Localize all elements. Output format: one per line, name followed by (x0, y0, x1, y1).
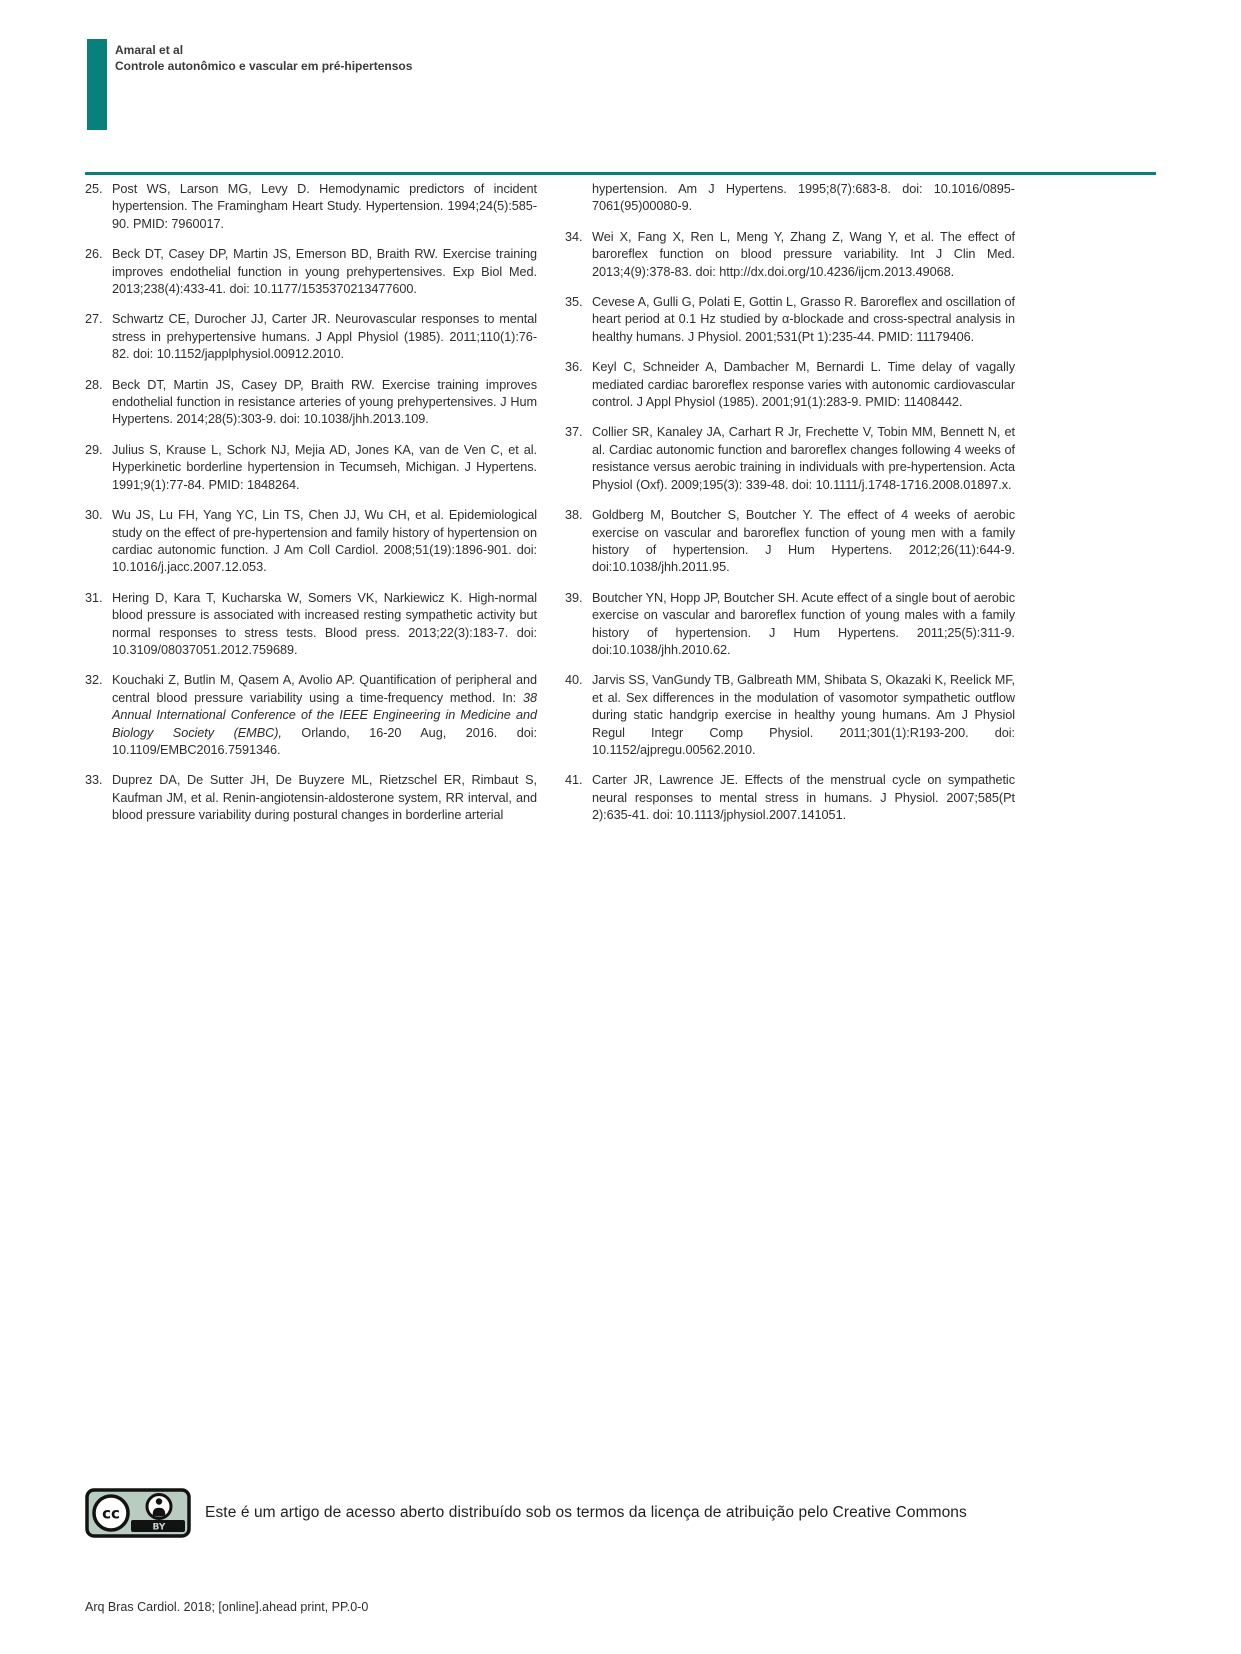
reference-number: 25. (85, 182, 103, 196)
reference-number: 27. (85, 312, 103, 327)
references-left-column (85, 181, 537, 838)
reference-number: 28. (85, 377, 103, 392)
reference-item (85, 181, 537, 233)
reference-item (565, 294, 1015, 346)
reference-number: 32. (85, 673, 103, 688)
reference-text: Duprez DA, De Sutter JH, De Buyzere ML, Rietzschel ER, Rimbaut S, Kaufman JM, et al. Renin-angiotensin-aldosterone system, RR interval, and blood pressure variability during postural changes in borderline arterial (112, 773, 537, 823)
reference-item (85, 507, 537, 577)
reference-text: Kouchaki Z, Butlin M, Qasem A, Avolio AP. Quantification of peripheral and central blood pressure variability using a time-frequency method. In: 38 Annual International Conference of the IEEE Engineering in Medicine and Biology Society (EMBC), Orlando, 16-20 Aug, 2016. doi: 10.1109/EMBC2016.7591346. (112, 673, 538, 757)
reference-number: 38. (565, 508, 583, 523)
reference-text: Jarvis SS, VanGundy TB, Galbreath MM, Shibata S, Okazaki K, Reelick MF, et al. Sex differences in the modulation of vasomotor sympathetic outflow during static handgrip exercise in healthy young humans. Am J Physiol Regul Integr Comp Physiol. 2011;301(1):R193-200. doi: 10.1152/ajpregu.00562.2010. (592, 673, 1015, 757)
reference-number: 26. (85, 247, 103, 262)
reference-number: 30. (85, 508, 103, 523)
reference-text: Keyl C, Schneider A, Dambacher M, Bernardi L. Time delay of vagally mediated cardiac baroreflex response varies with autonomic cardiovascular control. J Appl Physiol (1985). 2001;91(1):283-9. PMID: 11408442. (592, 360, 1015, 410)
reference-number: 31. (85, 590, 103, 605)
reference-number: 34. (565, 229, 583, 244)
reference-number: 33. (85, 773, 103, 788)
reference-text: Cevese A, Gulli G, Polati E, Gottin L, Grasso R. Baroreflex and oscillation of heart period at 0.1 Hz studied by α-blockade and cross-spectral analysis in healthy humans. J Physiol. 2001;531(Pt 1):235-44. PMID: 11179406. (592, 295, 1015, 344)
references-right-column (565, 181, 1015, 838)
reference-item (85, 590, 537, 660)
header-rule-divider (85, 172, 1156, 175)
header-accent-bar (87, 39, 107, 130)
reference-text: Beck DT, Casey DP, Martin JS, Emerson BD, Braith RW. Exercise training improves endothelial function in young prehypertensives. Exp Biol Med. 2013;238(4):433-41. doi: 10.1177/1535370213477600. (112, 247, 537, 297)
reference-text: Post WS, Larson MG, Levy D. Hemodynamic predictors of incident hypertension. The Framingham Heart Study. Hypertension. 1994;24(5):585-90. PMID: 7960017. (112, 182, 537, 231)
reference-text: Beck DT, Martin JS, Casey DP, Braith RW. Exercise training improves endothelial function in resistance arteries of young prehypertensives. J Hum Hypertens. 2014;28(5):303-9. doi: 10.1038/jhh.2013.109. (112, 377, 537, 427)
svg-text:cc: cc (102, 1504, 120, 1523)
reference-item (565, 672, 1015, 759)
reference-text: Julius S, Krause L, Schork NJ, Mejia AD, Jones KA, van de Ven C, et al. Hyperkinetic borderline hypertension in Tecumseh, Michigan. J Hypertens. 1991;9(1):77-84. PMID: 1848264. (112, 442, 537, 492)
page-header (115, 42, 412, 74)
reference-number: 39. (565, 590, 583, 605)
reference-text: Schwartz CE, Durocher JJ, Carter JR. Neurovascular responses to mental stress in prehypertensive humans. J Appl Physiol (1985). 2011;110(1):76-82. doi: 10.1152/japplphysiol.00912.2010. (112, 312, 537, 362)
reference-item (565, 424, 1015, 494)
reference-number: 41. (565, 773, 583, 788)
reference-text: Collier SR, Kanaley JA, Carhart R Jr, Frechette V, Tobin MM, Bennett N, et al. Cardiac autonomic function and baroreflex changes following 4 weeks of resistance versus aerobic training in individuals with pre-hypertension. Acta Physiol (Oxf). 2009;195(3): 339-48. doi: 10.1111/j.1748-1716.2008.01897.x. (592, 425, 1015, 492)
reference-item (85, 772, 537, 824)
reference-number: 36. (565, 360, 583, 375)
cc-by-license-icon (85, 1488, 191, 1538)
reference-number: 29. (85, 442, 103, 457)
reference-text: Hering D, Kara T, Kucharska W, Somers VK, Narkiewicz K. High-normal blood pressure is associated with increased resting sympathetic activity but normal responses to stress tests. Blood press. 2013;22(3):183-7. doi: 10.3109/08037051.2012.759689. (112, 590, 537, 657)
reference-item (85, 246, 537, 298)
reference-item (85, 442, 537, 494)
license-section (85, 1488, 1155, 1538)
header-authors: Amaral et al (115, 43, 184, 57)
reference-item (565, 507, 1015, 577)
reference-text: hypertension. Am J Hypertens. 1995;8(7):683-8. doi: 10.1016/0895-7061(95)00080-9. (592, 182, 1015, 214)
reference-text: Wei X, Fang X, Ren L, Meng Y, Zhang Z, Wang Y, et al. The effect of baroreflex function on blood pressure variability. Int J Clin Med. 2013;4(9):378-83. doi: http://dx.doi.org/10.4236/ijcm.2013.49068. (592, 229, 1015, 279)
reference-text: Wu JS, Lu FH, Yang YC, Lin TS, Chen JJ, Wu CH, et al. Epidemiological study on the effect of pre-hypertension and family history of hypertension on cardiac autonomic function. J Am Coll Cardiol. 2008;51(19):1896-901. doi: 10.1016/j.jacc.2007.12.053. (112, 508, 537, 575)
license-statement: Este é um artigo de acesso aberto distribuído sob os termos da licença de atribuição pelo Creative Commons (205, 1504, 967, 1521)
reference-item (565, 772, 1015, 824)
reference-item (85, 672, 537, 759)
reference-text: Boutcher YN, Hopp JP, Boutcher SH. Acute effect of a single bout of aerobic exercise on vascular and baroreflex function of young males with a family history of hypertension. J Hum Hypertens. 2011;25(5):311-9. doi:10.1038/jhh.2010.62. (592, 590, 1015, 657)
reference-number: 40. (565, 673, 583, 688)
svg-text:BY: BY (152, 1522, 166, 1533)
reference-number (565, 181, 592, 216)
header-running-title: Controle autonômico e vascular em pré-hipertensos (115, 59, 413, 73)
reference-item (565, 229, 1015, 281)
footer-citation: Arq Bras Cardiol. 2018; [online].ahead print, PP.0-0 (85, 1600, 369, 1614)
reference-item (565, 181, 1015, 216)
reference-item (565, 590, 1015, 660)
reference-number: 35. (565, 295, 583, 310)
reference-number: 37. (565, 425, 583, 440)
reference-text: Carter JR, Lawrence JE. Effects of the menstrual cycle on sympathetic neural responses to mental stress in humans. J Physiol. 2007;585(Pt 2):635-41. doi: 10.1113/jphysiol.2007.141051. (592, 773, 1015, 823)
reference-item (85, 311, 537, 363)
reference-item (85, 377, 537, 429)
reference-item (565, 359, 1015, 411)
reference-text: Goldberg M, Boutcher S, Boutcher Y. The effect of 4 weeks of aerobic exercise on vascular and baroreflex function of young men with a family history of hypertension. J Hum Hypertens. 2012;26(11):644-9. doi:10.1038/jhh.2011.95. (592, 508, 1015, 575)
